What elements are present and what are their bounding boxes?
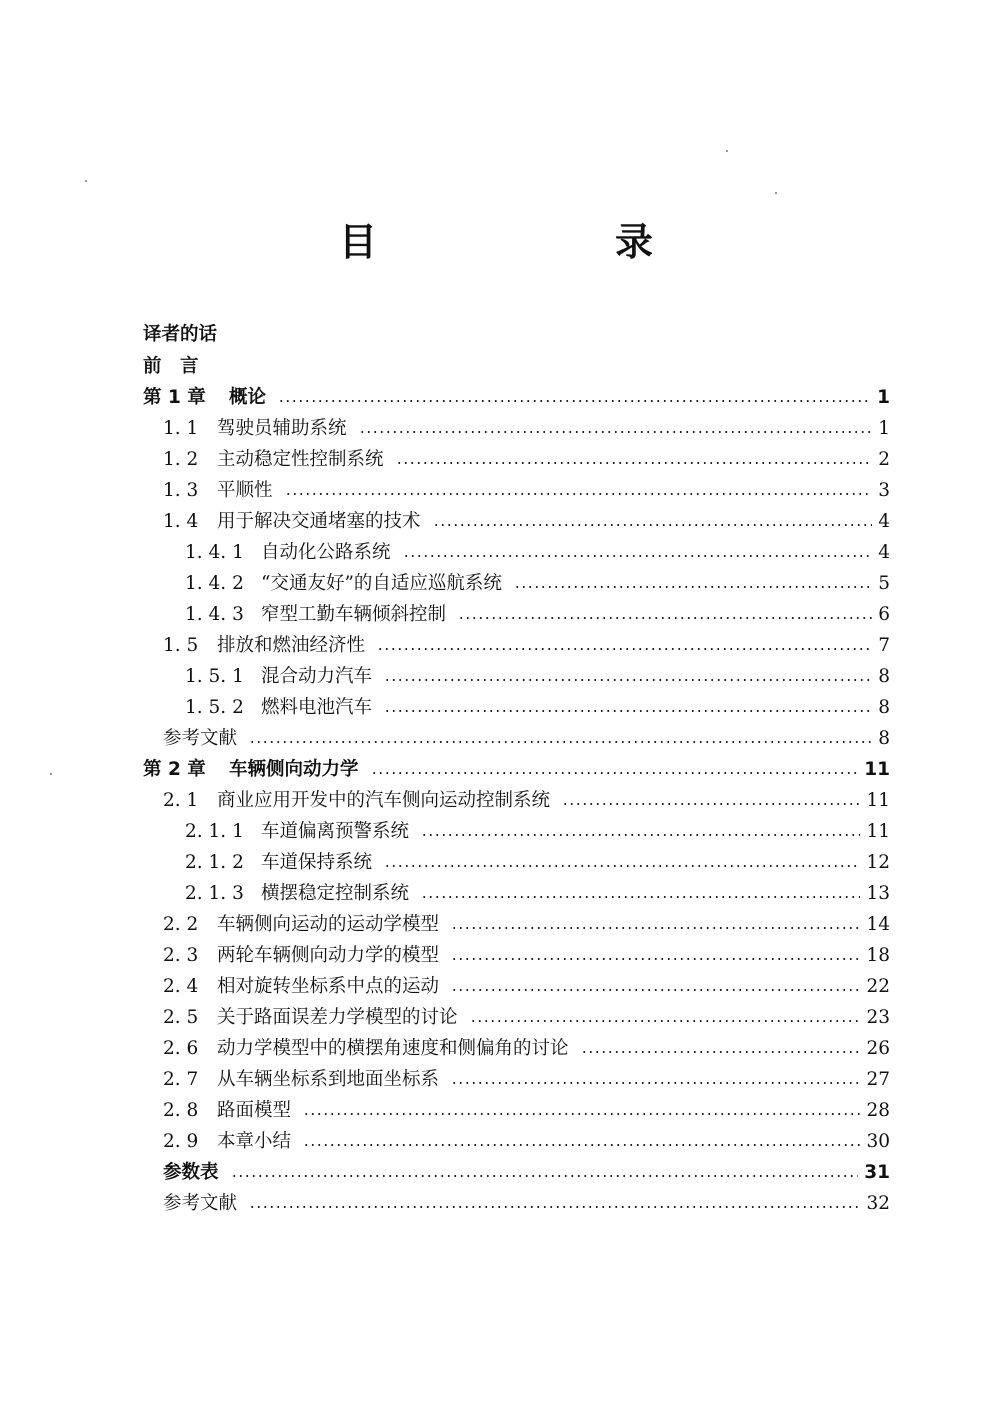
dot-leader: [249, 1206, 860, 1208]
dot-leader: [451, 958, 860, 960]
toc-subsection-title: 车道保持系统: [261, 852, 373, 873]
toc-section-number: 2. 1: [163, 790, 199, 811]
toc-subsection-number: 1. 4. 3: [185, 604, 244, 625]
dot-leader: [421, 896, 860, 898]
toc-page-number: 22: [866, 976, 890, 997]
toc-section-number: 2. 5: [163, 1007, 199, 1028]
toc-entry-1-5-2[interactable]: [185, 692, 890, 723]
toc-page-number: 3: [878, 480, 890, 501]
toc-entry-2-9[interactable]: [163, 1126, 890, 1157]
toc-entry-1-4[interactable]: [163, 506, 890, 537]
toc-page-number: 26: [866, 1038, 890, 1059]
toc-entry-references-2[interactable]: [163, 1188, 890, 1219]
toc-subsection-number: 2. 1. 3: [185, 883, 244, 904]
scan-speck: [726, 150, 728, 152]
toc-page-number: 4: [878, 542, 890, 563]
dot-leader: [433, 524, 872, 526]
toc-entry-translator-note[interactable]: [143, 319, 890, 350]
toc-section-title: 排放和燃油经济性: [217, 635, 366, 656]
dot-leader: [581, 1051, 861, 1053]
toc-entry-2-2[interactable]: [163, 909, 890, 940]
toc-chapter-title: 概论: [229, 387, 267, 408]
toc-section-number: 2. 6: [163, 1038, 199, 1059]
toc-section-number: 1. 4: [163, 511, 199, 532]
toc-section-title: 车辆侧向运动的运动学模型: [217, 914, 440, 935]
toc-section-title: 主动稳定性控制系统: [217, 449, 384, 470]
toc-subsection-title: 横摆稳定控制系统: [261, 883, 410, 904]
toc-section-title: 参考文献: [163, 1193, 238, 1214]
toc-page-number: 7: [878, 635, 890, 656]
toc-page-number: 1: [878, 418, 890, 439]
toc-entry-2-8[interactable]: [163, 1095, 890, 1126]
scan-speck: [85, 180, 87, 182]
dot-leader: [377, 648, 872, 650]
toc-entry-2-1-3[interactable]: [185, 878, 890, 909]
dot-leader: [470, 1020, 861, 1022]
toc-subsection-title: 自动化公路系统: [261, 542, 391, 563]
toc-entry-1-5[interactable]: [163, 630, 890, 661]
toc-page-number: 31: [864, 1162, 890, 1183]
toc-page-number: 23: [866, 1007, 890, 1028]
dot-leader: [384, 710, 872, 712]
toc-page-number: 11: [866, 790, 890, 811]
toc-subsection-number: 1. 5. 1: [185, 666, 244, 687]
dot-leader: [303, 1144, 860, 1146]
dot-leader: [231, 1175, 859, 1177]
dot-leader: [278, 400, 871, 402]
dot-leader: [384, 865, 860, 867]
toc-subsection-number: 2. 1. 2: [185, 852, 244, 873]
dot-leader: [384, 679, 872, 681]
toc-page-number: 11: [866, 821, 890, 842]
scan-speck: [775, 192, 777, 194]
toc-page-number: 2: [878, 449, 890, 470]
toc-entry-1-4-3[interactable]: [185, 599, 890, 630]
toc-page-number: 6: [878, 604, 890, 625]
toc-section-number: 2. 8: [163, 1100, 199, 1121]
toc-chapter-1[interactable]: [143, 382, 890, 413]
dot-leader: [285, 493, 872, 495]
toc-page-number: 30: [866, 1131, 890, 1152]
toc-entry-1-1[interactable]: [163, 413, 890, 444]
toc-entry-1-5-1[interactable]: [185, 661, 890, 692]
toc-entry-1-4-2[interactable]: [185, 568, 890, 599]
toc-section-title: 平顺性: [217, 480, 273, 501]
toc-entry-title: 前 言: [143, 356, 199, 377]
toc-section-number: 2. 4: [163, 976, 199, 997]
toc-section-number: 2. 7: [163, 1069, 199, 1090]
toc-entry-2-3[interactable]: [163, 940, 890, 971]
dot-leader: [451, 989, 860, 991]
toc-entry-1-3[interactable]: [163, 475, 890, 506]
toc-section-title: 两轮车辆侧向动力学的模型: [217, 945, 440, 966]
toc-page-number: 28: [866, 1100, 890, 1121]
toc-page-number: 32: [866, 1193, 890, 1214]
toc-section-number: 2. 2: [163, 914, 199, 935]
dot-leader: [371, 772, 859, 774]
toc-page-number: 27: [866, 1069, 890, 1090]
dot-leader: [451, 1082, 860, 1084]
toc-subsection-title: 燃料电池汽车: [261, 697, 373, 718]
dot-leader: [396, 462, 872, 464]
toc-page-number: 4: [878, 511, 890, 532]
toc-entry-parameters[interactable]: [163, 1157, 890, 1188]
toc-section-title: 关于路面误差力学模型的讨论: [217, 1007, 458, 1028]
toc-section-title: 参考文献: [163, 728, 238, 749]
toc-section-title: 驾驶员辅助系统: [217, 418, 347, 439]
toc-chapter-title: 车辆侧向动力学: [229, 759, 359, 780]
toc-entry-title: 译者的话: [143, 324, 218, 345]
toc-page-number: 12: [866, 852, 890, 873]
dot-leader: [359, 431, 872, 433]
toc-section-title: 用于解决交通堵塞的技术: [217, 511, 421, 532]
toc-section-number: 1. 5: [163, 635, 199, 656]
page-title: 目 录: [338, 220, 753, 264]
toc-entry-2-1-1[interactable]: [185, 816, 890, 847]
toc-section-number: 2. 9: [163, 1131, 199, 1152]
toc-page-number: 8: [878, 666, 890, 687]
toc-subsection-number: 1. 4. 2: [185, 573, 244, 594]
toc-section-title: 参数表: [163, 1162, 219, 1183]
toc-subsection-number: 1. 5. 2: [185, 697, 244, 718]
dot-leader: [451, 927, 860, 929]
toc-entry-references-1[interactable]: [163, 723, 890, 754]
toc-entry-1-4-1[interactable]: [185, 537, 890, 568]
dot-leader: [421, 834, 860, 836]
toc-subsection-title: “交通友好”的自适应巡航系统: [261, 573, 502, 594]
toc-section-number: 1. 2: [163, 449, 199, 470]
toc-entry-2-1-2[interactable]: [185, 847, 890, 878]
toc-entry-preface[interactable]: [143, 351, 890, 382]
toc-page-number: 18: [866, 945, 890, 966]
toc-entry-2-1[interactable]: [163, 785, 890, 816]
toc-section-title: 从车辆坐标系到地面坐标系: [217, 1069, 440, 1090]
toc-section-title: 动力学模型中的横摆角速度和侧偏角的讨论: [217, 1038, 569, 1059]
toc-subsection-title: 车道偏离预警系统: [261, 821, 410, 842]
dot-leader: [403, 555, 872, 557]
toc-page-number: 11: [864, 759, 890, 780]
toc-page-number: 8: [878, 697, 890, 718]
toc-section-title: 本章小结: [217, 1131, 292, 1152]
toc-chapter-number: 第 1 章: [143, 387, 206, 408]
dot-leader: [249, 741, 872, 743]
dot-leader: [458, 617, 872, 619]
toc-section-number: 1. 1: [163, 418, 199, 439]
dot-leader: [303, 1113, 860, 1115]
toc-entry-2-7[interactable]: [163, 1064, 890, 1095]
toc-page-number: 13: [866, 883, 890, 904]
toc-section-title: 相对旋转坐标系中点的运动: [217, 976, 440, 997]
toc-entry-2-5[interactable]: [163, 1002, 890, 1033]
toc-page-number: 5: [878, 573, 890, 594]
toc-section-number: 2. 3: [163, 945, 199, 966]
toc-subsection-title: 混合动力汽车: [261, 666, 373, 687]
dot-leader: [514, 586, 872, 588]
toc-section-title: 商业应用开发中的汽车侧向运动控制系统: [217, 790, 551, 811]
toc-subsection-number: 2. 1. 1: [185, 821, 244, 842]
scan-speck: [50, 773, 52, 775]
toc-subsection-number: 1. 4. 1: [185, 542, 244, 563]
toc-entry-2-4[interactable]: [163, 971, 890, 1002]
toc-page-number: 1: [877, 387, 890, 408]
toc-page-number: 14: [866, 914, 890, 935]
toc-subsection-title: 窄型工勤车辆倾斜控制: [261, 604, 447, 625]
toc-chapter-number: 第 2 章: [143, 759, 206, 780]
toc-section-number: 1. 3: [163, 480, 199, 501]
dot-leader: [562, 803, 860, 805]
toc-entry-2-6[interactable]: [163, 1033, 890, 1064]
toc-chapter-2[interactable]: [143, 754, 890, 785]
toc-section-title: 路面模型: [217, 1100, 292, 1121]
toc-page-number: 8: [878, 728, 890, 749]
toc-entry-1-2[interactable]: [163, 444, 890, 475]
